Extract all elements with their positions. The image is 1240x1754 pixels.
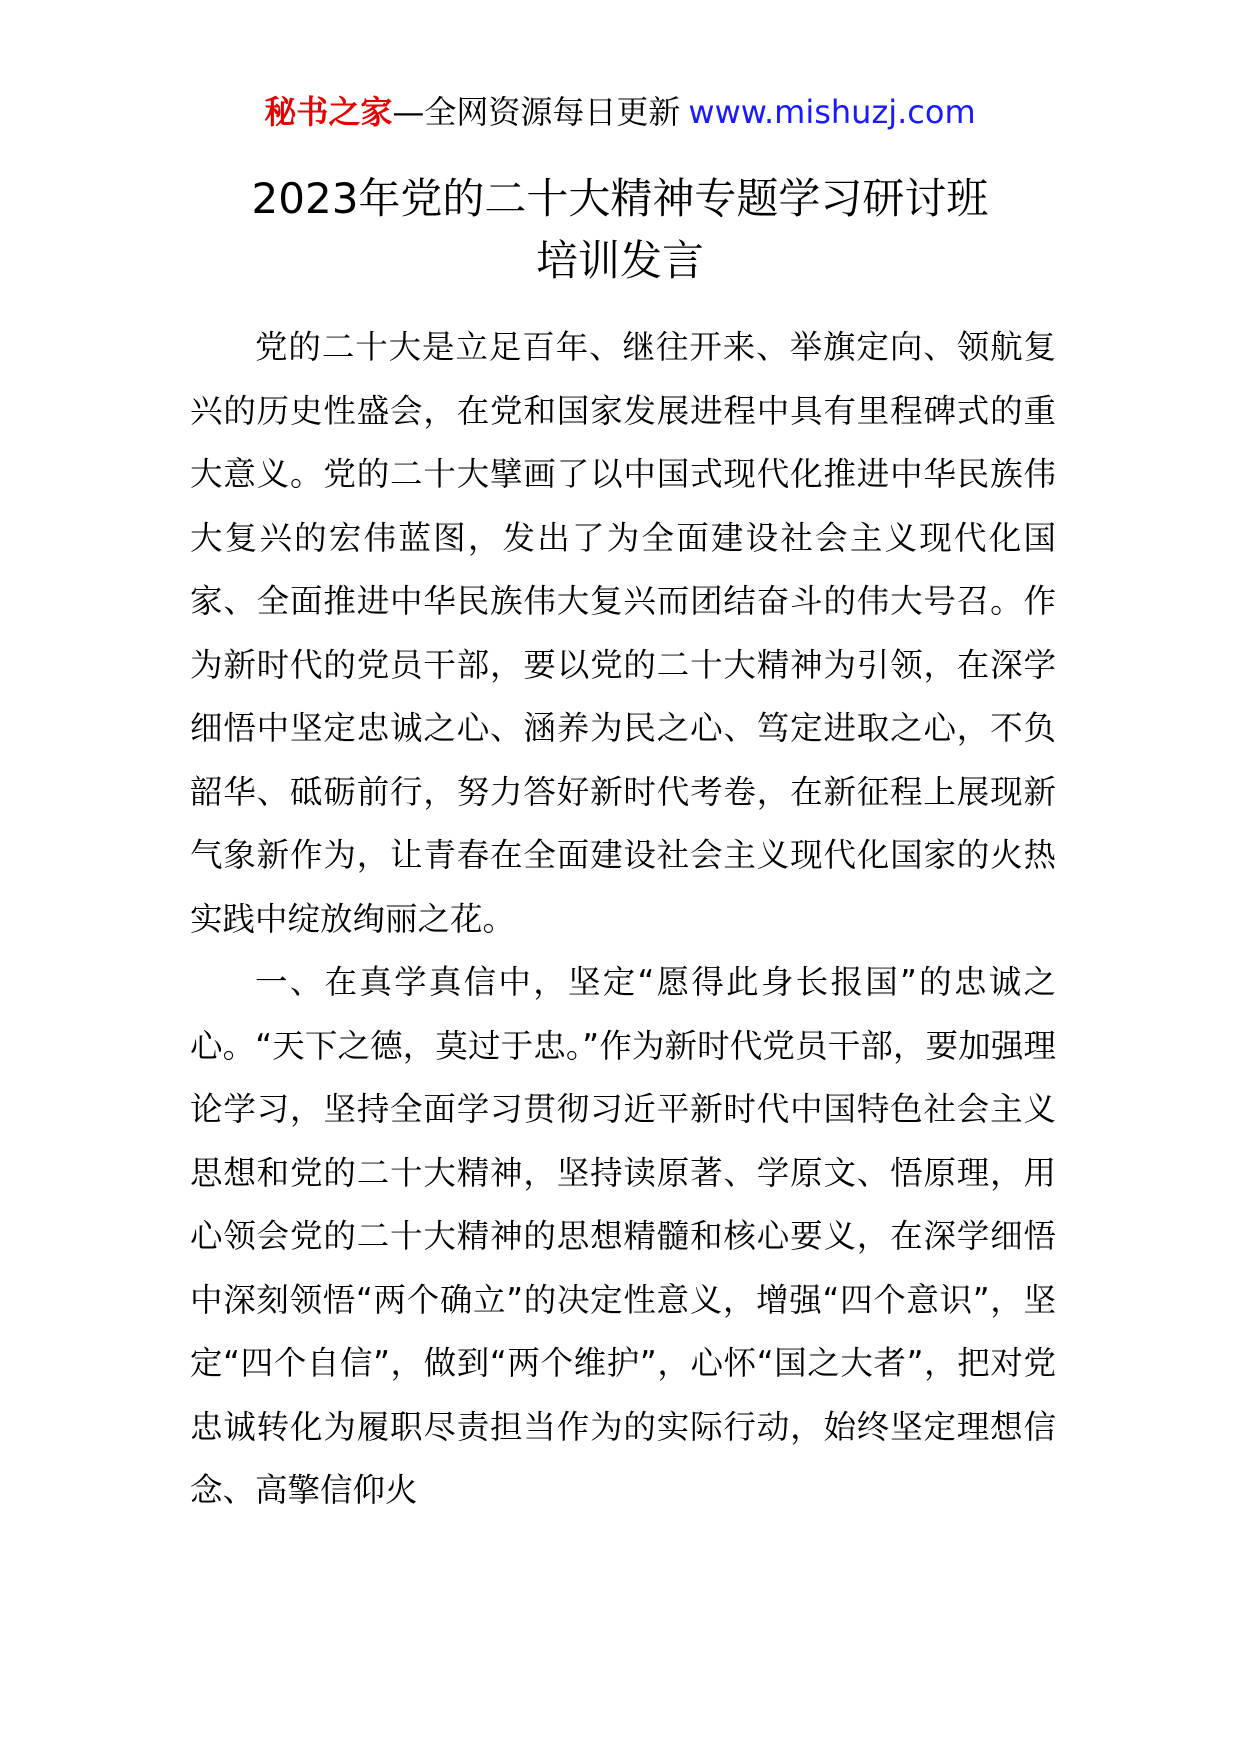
paragraph-intro: 党的二十大是立足百年、继往开来、举旗定向、领航复兴的历史性盛会，在党和国家发展进程中具有里程碑式的重大意义。党的二十大擘画了以中国式现代化推进中华民族伟大复兴的宏伟蓝图，发出了为全面建设社会主义现代化国家、全面推进中华民族伟大复兴而团结奋斗的伟大号召。作为新时代的党员干部，要以党的二十大精神为引领，在深学细悟中坚定忠诚之心、涵养为民之心、笃定进取之心，不负韶华、砥砺前行，努力答好新时代考卷，在新征程上展现新气象新作为，让青春在全面建设社会主义现代化国家的火热实践中绽放绚丽之花。 (190, 328, 1056, 938)
header-slogan: 全网资源每日更新 (424, 93, 681, 131)
paragraph-section-1: 一、在真学真信中，坚定“愿得此身长报国”的忠诚之心。“天下之德，莫过于忠。”作为新时代党员干部，要加强理论学习，坚持全面学习贯彻习近平新时代中国特色社会主义思想和党的二十大精神，坚持读原著、学原文、悟原理，用心领会党的二十大精神的思想精髓和核心要义，在深学细悟中深刻领悟“两个确立”的决定性意义，增强“四个意识”，坚定“四个自信”，做到“两个维护”，心怀“国之大者”，把对党忠诚转化为履职尽责担当作为的实际行动，始终坚定理想信念、高擎信仰火 (190, 963, 1056, 1509)
site-url-link[interactable]: www.mishuzj.com (688, 93, 976, 131)
watermark-header (0, 92, 1240, 132)
title-line-1: 2023年党的二十大精神专题学习研讨班 (251, 174, 989, 223)
brand-name: 秘书之家 (264, 93, 393, 131)
document-body (190, 316, 1056, 1523)
document-title (140, 168, 1100, 292)
title-line-2: 培训发言 (535, 236, 704, 285)
header-dash: — (392, 93, 425, 131)
